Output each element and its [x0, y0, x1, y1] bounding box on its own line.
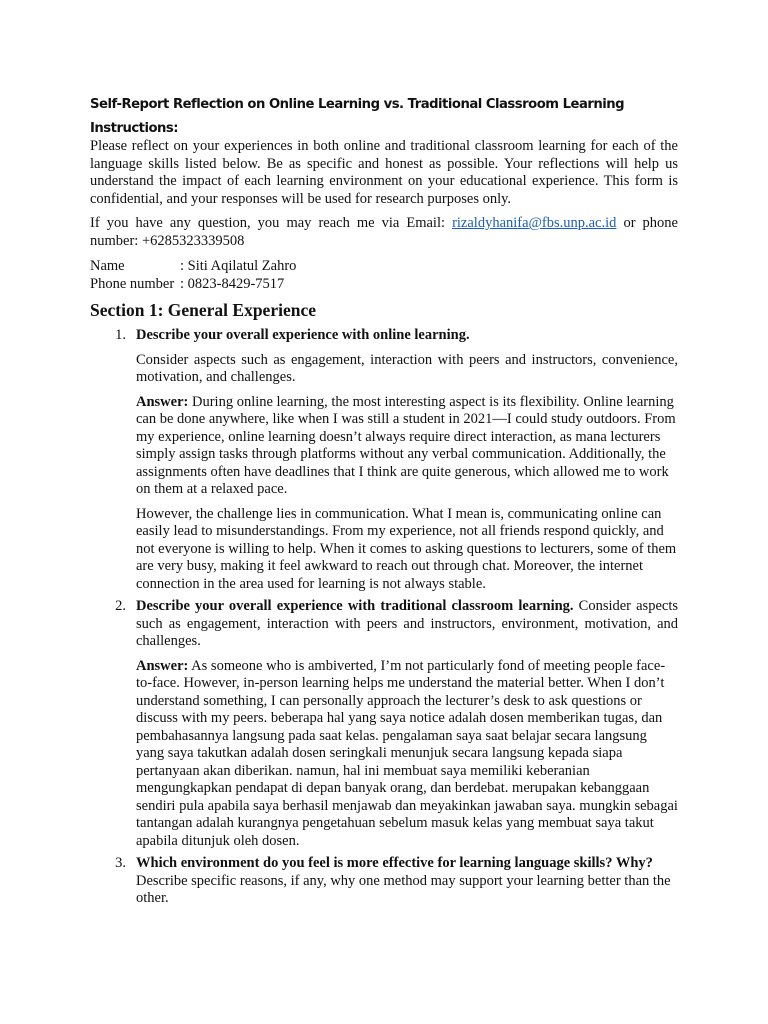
- phone-value: : 0823-8429-7517: [180, 275, 285, 292]
- question-prompt: Consider aspects such as engagement, interaction with peers and instructors, convenience, motivation, and challenges.: [136, 351, 678, 385]
- instructions-heading: Instructions:: [90, 121, 179, 136]
- answer-text: As someone who is ambiverted, I’m not particularly fond of meeting people face-to-face. However, in-person learning helps me understand the material better. When I don’t understand something, I can personally approach the lecturer’s desk to ask questions or discuss with my peers. beberapa hal yang saya notice adalah dosen memberikan tugas, dan pembahasannya langsung pada saat kelas. pengalaman saya saat belajar secara langsung yang saya takutkan adalah dosen seringkali menunjuk secara langsung kepada siapa pertanyaan akan diberikan. namun, hal ini membuat saya memiliki keberanian mengungkapkan pendapat di depan banyak orang, dan berdebat. merupakan kebanggaan sendiri pula apabila saya berhasil menjawab dan meyakinkan jawaban saya. mungkin sebagai tantangan adalah kurangnya pengetahuan sebelum masuk kelas yang membuat saya takut apabila ditunjuk oleh dosen.: [136, 657, 678, 849]
- contact-paragraph: [90, 215, 678, 250]
- answer-paragraph: [136, 394, 678, 499]
- question-3: [115, 855, 678, 908]
- question-prompt: Describe specific reasons, if any, why one method may support your learning better than the other.: [136, 872, 671, 906]
- question-heading: Describe your overall experience with online learning.: [136, 327, 470, 343]
- question-number: 2.: [115, 598, 126, 614]
- answer-paragraph: [136, 658, 678, 851]
- section-title: Section 1: General Experience: [90, 300, 316, 320]
- document-title: Self-Report Reflection on Online Learning vs. Traditional Classroom Learning: [90, 97, 625, 112]
- respondent-info: [90, 258, 678, 293]
- answer-label: Answer:: [136, 657, 189, 674]
- question-number: 1.: [115, 327, 126, 343]
- name-label: Name: [90, 258, 125, 274]
- contact-suffix: or phone number: +6285323339508: [90, 215, 678, 249]
- instructions-text: Please reflect on your experiences in both online and traditional classroom learning for each of the language skills listed below. Be as specific and honest as possible. Your reflections will help us understand the impact of each learning environment on your educational experience. This form is confidential, and your responses will be used for research purposes only.: [90, 138, 678, 207]
- contact-prefix: If you have any question, you may reach me via Email:: [90, 215, 453, 231]
- question-text: [136, 598, 678, 651]
- question-text: [136, 855, 678, 908]
- answer-text: During online learning, the most interesting aspect is its flexibility. Online learning can be done anywhere, like when I was still a student in 2021—I could study outdoors. From my experience, online learning doesn’t always require direct interaction, as mana lecturers simply assign tasks through platforms without any verbal communication. Additionally, the assignments often have deadlines that I think are quite generous, which allowed me to work on them at a relaxed pace.: [136, 393, 676, 497]
- question-number: 3.: [115, 855, 126, 871]
- question-prompt: Consider aspects such as engagement, interaction with peers and instructors, environment, motivation, and challenges.: [136, 598, 678, 649]
- question-heading: Describe your overall experience with traditional classroom learning.: [136, 598, 574, 614]
- phone-label: Phone number: [90, 275, 175, 292]
- document-page: [90, 96, 678, 908]
- question-2: [115, 598, 678, 850]
- name-value: : Siti Aqilatul Zahro: [180, 258, 297, 274]
- answer-paragraph-2: However, the challenge lies in communication. What I mean is, communicating online can easily lead to misunderstandings. From my experience, not all friends respond quickly, and not everyone is willing to help. When it comes to asking questions to lecturers, some of them are very busy, making it feel awkward to reach out through chat. Moreover, the internet connection in the area used for learning is not always stable.: [136, 505, 677, 592]
- answer-label: Answer:: [136, 393, 189, 410]
- contact-email-link[interactable]: rizaldyhanifa@fbs.unp.ac.id: [452, 215, 617, 231]
- question-heading: Which environment do you feel is more effective for learning language skills? Why?: [136, 855, 653, 871]
- question-1: [115, 327, 678, 593]
